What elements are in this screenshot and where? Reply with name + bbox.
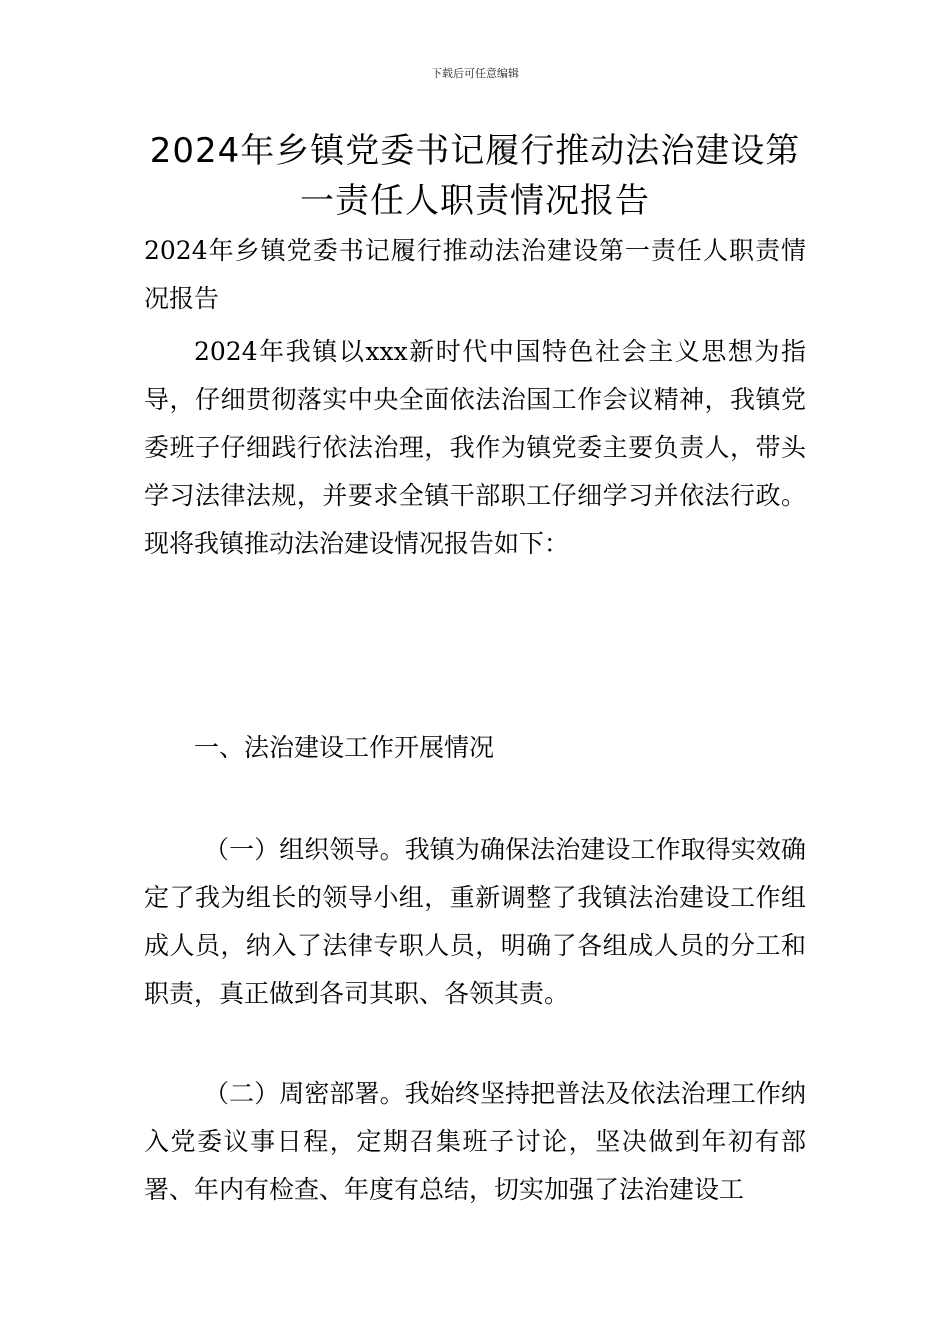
paragraph-organization: （一）组织领导。我镇为确保法治建设工作取得实效确定了我为组长的领导小组，重新调整了我镇法治建设工作组成人员，纳入了法律专职人员，明确了各组成人员的分工和职责，真正做到各司其职、各领其责。 <box>144 835 806 1008</box>
document-subtitle: 2024年乡镇党委书记履行推动法治建设第一责任人职责情况报告 <box>144 236 806 313</box>
paragraph-deployment: （二）周密部署。我始终坚持把普法及依法治理工作纳入党委议事日程，定期召集班子讨论，坚决做到年初有部署、年内有检查、年度有总结，切实加强了法治建设工 <box>144 1079 806 1204</box>
header-note: 下载后可任意编辑 <box>431 67 519 80</box>
intro-paragraph: 2024年我镇以xxx新时代中国特色社会主义思想为指导，仔细贯彻落实中央全面依法治国工作会议精神，我镇党委班子仔细践行依法治理，我作为镇党委主要负责人，带头学习法律法规，并要求全镇干部职工仔细学习并依法行政。现将我镇推动法治建设情况报告如下： <box>144 337 806 558</box>
section-heading: 一、法治建设工作开展情况 <box>194 733 495 762</box>
document-title: 2024年乡镇党委书记履行推动法治建设第一责任人职责情况报告 <box>149 131 801 221</box>
